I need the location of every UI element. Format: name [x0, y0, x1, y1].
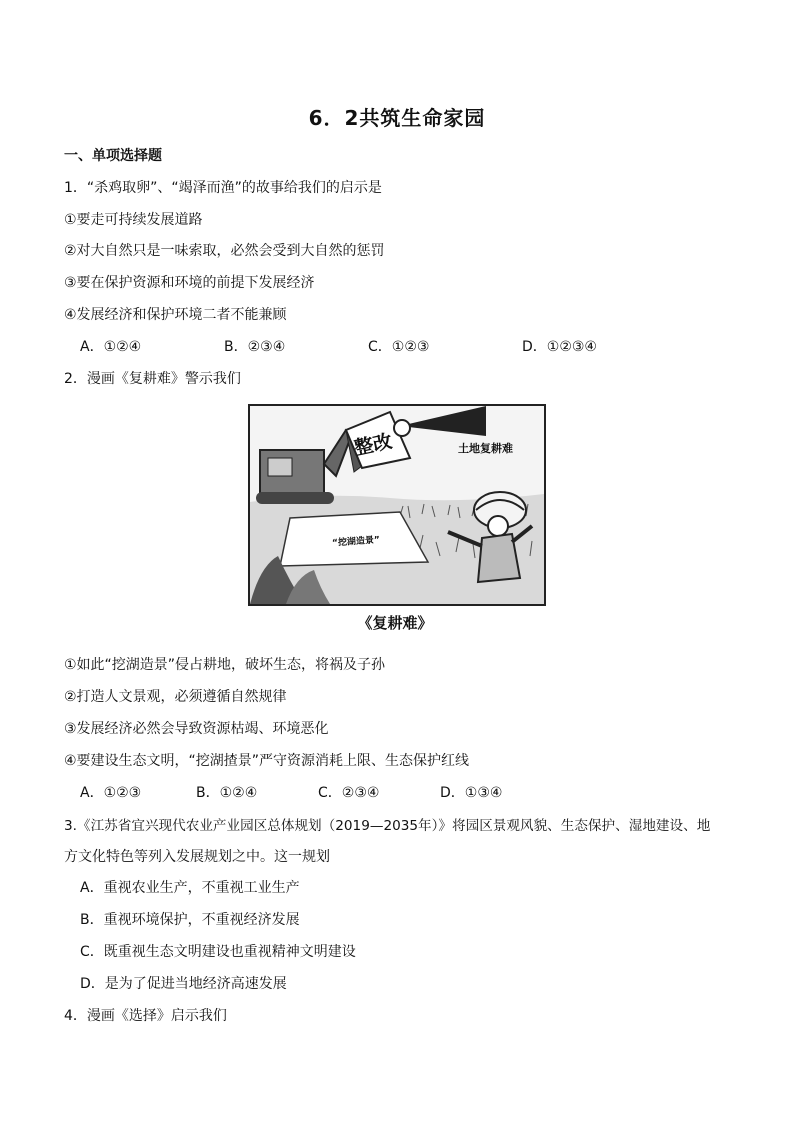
question-3-option-d: D．是为了促进当地经济高速发展 — [80, 976, 287, 992]
question-2-option-c: C．②③④ — [318, 785, 380, 801]
question-1-item-1: ①要走可持续发展道路 — [64, 212, 203, 228]
question-1-option-b: B．②③④ — [224, 339, 286, 355]
cartoon-sheet-text: “挖湖造景” — [331, 535, 381, 549]
question-3-option-c: C．既重视生态文明建设也重视精神文明建设 — [80, 944, 356, 960]
question-1-option-d: D．①②③④ — [522, 339, 597, 355]
question-4-stem: 4．漫画《选择》启示我们 — [64, 1008, 227, 1024]
question-2-option-b: B．①②④ — [196, 785, 258, 801]
question-1-option-a: A．①②④ — [80, 339, 142, 355]
question-2-option-a: A．①②③ — [80, 785, 142, 801]
section-heading: 一、单项选择题 — [64, 148, 162, 164]
question-1-option-c: C．①②③ — [368, 339, 430, 355]
question-1-stem: 1．“杀鸡取卵”、“竭泽而渔”的故事给我们的启示是 — [64, 180, 382, 196]
question-1-item-3: ③要在保护资源和环境的前提下发展经济 — [64, 275, 315, 291]
cartoon-top-label: 土地复耕难 — [458, 442, 513, 455]
question-3-stem-line-1: 3.《江苏省宜兴现代农业产业园区总体规划（2019—2035年）》将园区景观风貌、生态保护、湿地建设、地 — [64, 818, 711, 834]
question-2-item-2: ②打造人文景观，必须遵循自然规律 — [64, 689, 287, 705]
question-1-item-4: ④发展经济和保护环境二者不能兼顾 — [64, 307, 287, 323]
question-2-item-1: ①如此“挖湖造景”侵占耕地，破坏生态，将祸及子孙 — [64, 657, 386, 673]
cartoon-fugengnan — [248, 404, 546, 606]
question-3-stem-line-2: 方文化特色等列入发展规划之中。这一规划 — [64, 849, 330, 865]
question-1-item-2: ②对大自然只是一味索取，必然会受到大自然的惩罚 — [64, 243, 385, 259]
question-3-option-a: A．重视农业生产，不重视工业生产 — [80, 880, 300, 896]
question-3-option-b: B．重视环境保护，不重视经济发展 — [80, 912, 300, 928]
question-2-stem: 2．漫画《复耕难》警示我们 — [64, 371, 241, 387]
question-2-item-4: ④要建设生态文明，“挖湖揸景”严守资源消耗上限、生态保护红线 — [64, 753, 470, 769]
question-2-item-3: ③发展经济必然会导致资源枯竭、环境恶化 — [64, 721, 329, 737]
cartoon-sign-text: 整改 — [352, 430, 395, 460]
cartoon-caption: 《复耕难》 — [357, 614, 433, 632]
question-2-option-d: D．①③④ — [440, 785, 503, 801]
page-title: 6．2共筑生命家园 — [308, 106, 486, 130]
